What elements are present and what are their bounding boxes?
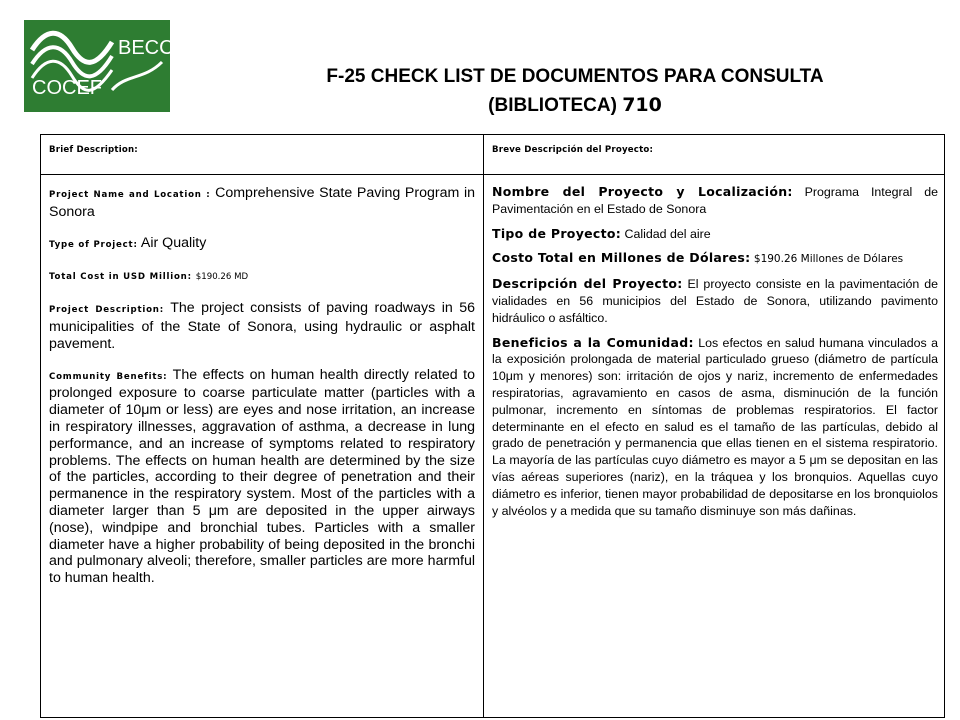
descripcion-proyecto-entry — [492, 276, 938, 326]
header-row — [41, 135, 945, 175]
project-type-value: Air Quality — [140, 234, 207, 251]
project-name-entry — [49, 185, 475, 221]
tipo-proyecto-value: Calidad del aire — [624, 226, 711, 241]
project-name-value: Comprehensive State Paving Program in Sonora — [49, 185, 475, 220]
brief-description-header: Brief Description: — [41, 135, 484, 175]
spanish-description-cell — [484, 175, 945, 718]
descripcion-proyecto-value: El proyecto consiste en la pavimentación de vialidades en 56 municipios del Estado de Sonora, utilizando pavimento hidráulico o asfáltico. — [492, 277, 938, 325]
project-description-label: Project Description: — [49, 305, 164, 316]
title-line-2 — [230, 91, 920, 120]
document-title — [230, 62, 920, 120]
nombre-proyecto-value: Programa Integral de Pavimentación en el Estado de Sonora — [492, 185, 938, 216]
project-description-entry — [49, 300, 475, 352]
community-benefits-entry — [49, 367, 475, 587]
community-benefits-label: Community Benefits: — [49, 371, 168, 382]
costo-total-value: $190.26 Millones de Dólares — [753, 253, 904, 266]
logo-cocef-text: COCEF — [32, 77, 102, 99]
beneficios-comunidad-value: Los efectos en salud humana vinculados a la exposición prolongada de material particulado grueso (diámetro de partícula 10μm y menores) son: irritación de ojos y nariz, incremento de enfermedades respiratorias, agravamiento en casos de asma, disminución de la función pulmonar, incremento en síntomas de problemas respiratorios. El factor determinante en el efecto en salud es el tamaño de las partículas, debido al grado de penetración y permanencia que ellas tienen en el sistema respiratorio. La mayoría de las partículas cuyo diámetro es mayor a 5 μm se depositan en las vías aéreas superiores (nariz), en la tráquea y los bronquios. Aquellas cuyo diámetro es inferior, tienen mayor probabilidad de depositarse en los bronquiolos y alvéolos y a medida que su tamaño disminuye son más dañinas. — [492, 335, 938, 518]
title-biblioteca: (BIBLIOTECA) — [488, 95, 617, 116]
beneficios-comunidad-entry — [492, 335, 938, 520]
description-table — [40, 134, 945, 718]
project-description-value: The project consists of paving roadways in 56 municipalities of the State of Sonora, using hydraulic or asphalt pavement. — [49, 300, 476, 352]
title-line-1: F-25 CHECK LIST DE DOCUMENTOS PARA CONSULTA — [326, 66, 824, 87]
beneficios-comunidad-label: Beneficios a la Comunidad: — [492, 334, 694, 350]
total-cost-label: Total Cost in USD Million: — [49, 272, 192, 283]
project-name-label: Project Name and Location : — [49, 190, 211, 200]
tipo-proyecto-label: Tipo de Proyecto: — [492, 225, 622, 241]
costo-total-label: Costo Total en Millones de Dólares: — [492, 250, 751, 266]
descripcion-proyecto-label: Descripción del Proyecto: — [492, 276, 683, 292]
project-type-label: Type of Project: — [49, 239, 138, 250]
community-benefits-value: The effects on human health directly related to prolonged exposure to coarse particulate matter (particles with a diameter of 10μm or less) are eyes and nose irritation, an increase in respiratory illnesses, aggravation of asthma, a decrease in lung performance, and an increase of symptoms related to respiratory problems. The effects on human health are determined by the size of the particles, according to their degree of penetration and their permanence in the respiratory system. Most of the particles with a diameter larger than 5 μm are deposited in the upper airways (nose), windpipe and bronchial tubes. Particles with a smaller diameter have a higher probability of being deposited in the bronchi and pulmonary alveoli; therefore, smaller particles are more harmful to human health. — [49, 366, 476, 587]
title-number: 710 — [622, 94, 662, 116]
total-cost-value: $190.26 MD — [195, 272, 249, 283]
project-type-entry — [49, 235, 475, 254]
nombre-proyecto-entry — [492, 184, 938, 218]
becc-cocef-logo — [24, 20, 174, 112]
breve-descripcion-header: Breve Descripción del Proyecto: — [484, 135, 945, 175]
english-description-cell — [41, 175, 484, 718]
tipo-proyecto-entry — [492, 226, 938, 243]
body-row — [41, 175, 945, 718]
nombre-proyecto-label: Nombre del Proyecto y Localización: — [492, 184, 793, 199]
total-cost-entry — [49, 267, 475, 286]
costo-total-entry — [492, 250, 938, 268]
logo-becc-text: BECC — [118, 37, 174, 59]
